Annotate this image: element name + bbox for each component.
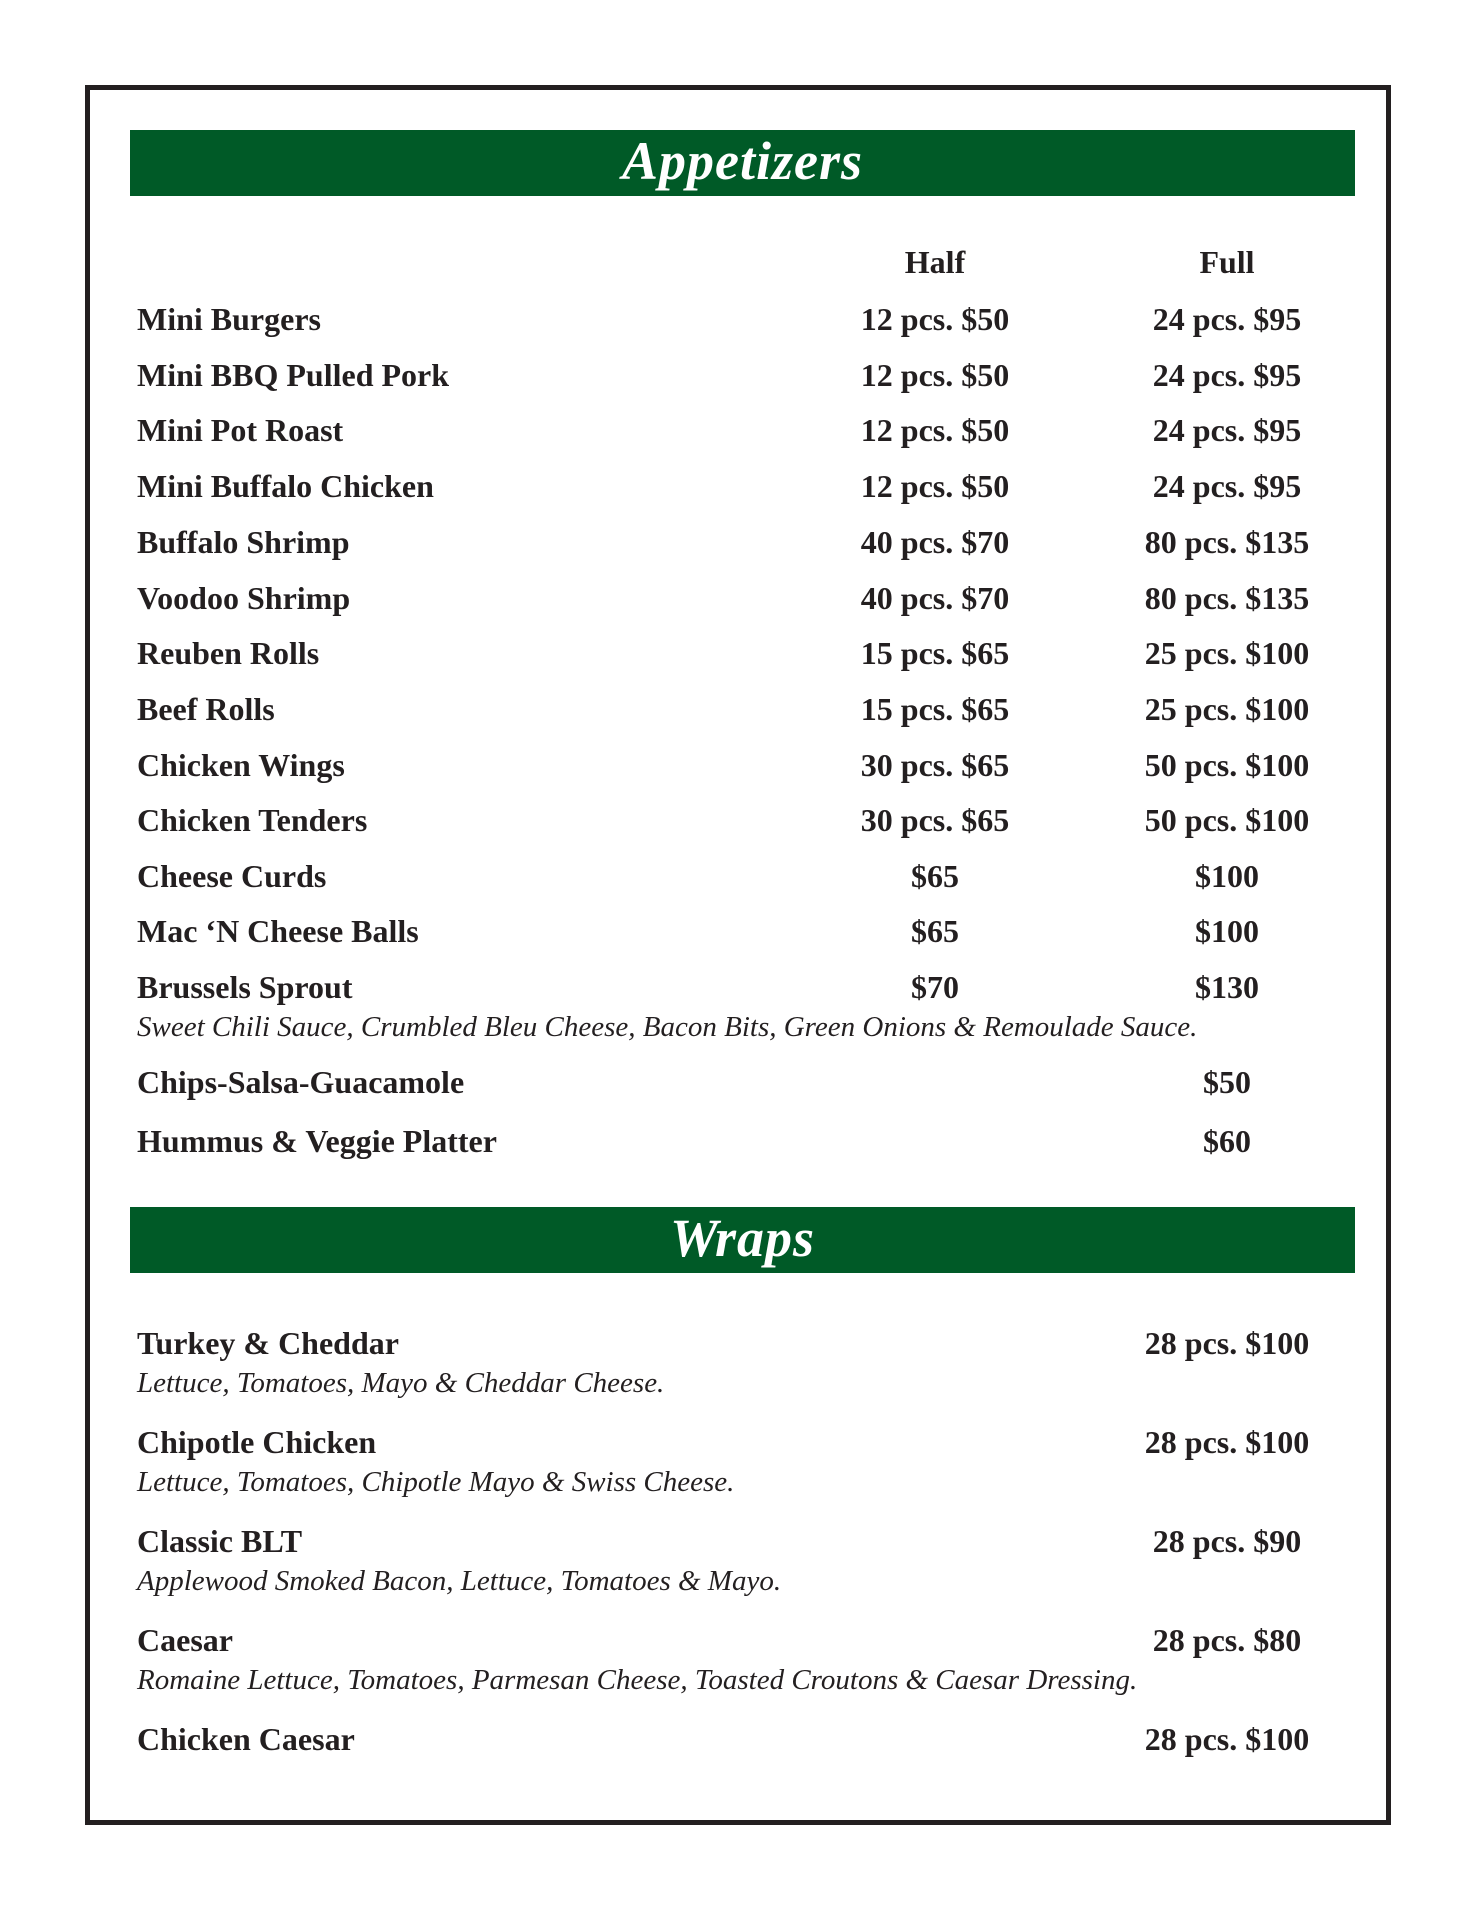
menu-item-row	[0, 800, 1484, 840]
menu-item-row	[0, 299, 1484, 339]
item-name: Chips-Salsa-Guacamole	[137, 1064, 465, 1100]
item-half-price: 12 pcs. $50	[860, 301, 1010, 337]
item-full-price: 25 pcs. $100	[1144, 635, 1310, 671]
menu-item-row	[0, 1062, 1484, 1102]
item-price: 28 pcs. $100	[1144, 1721, 1310, 1757]
item-description: Lettuce, Tomatoes, Mayo & Cheddar Cheese.	[137, 1367, 665, 1399]
item-full-price: 50 pcs. $100	[1144, 802, 1310, 838]
item-price: $50	[1203, 1064, 1251, 1100]
item-half-price: $65	[911, 913, 959, 949]
menu-item-row	[0, 689, 1484, 729]
item-name: Mini Buffalo Chicken	[137, 468, 434, 504]
item-full-price: $100	[1195, 913, 1259, 949]
item-half-price: 12 pcs. $50	[860, 468, 1010, 504]
item-price: 28 pcs. $100	[1144, 1325, 1310, 1361]
item-name: Mini Burgers	[137, 301, 321, 337]
item-name: Beef Rolls	[137, 691, 275, 727]
item-name: Mac ‘N Cheese Balls	[137, 913, 419, 949]
item-full-price: 24 pcs. $95	[1152, 412, 1302, 448]
wrap-item-row	[0, 1620, 1484, 1660]
item-full-price: $130	[1195, 969, 1259, 1005]
item-name: Hummus & Veggie Platter	[137, 1123, 497, 1159]
appetizers-column-headers	[0, 242, 1484, 282]
item-price: 28 pcs. $100	[1144, 1424, 1310, 1460]
item-full-price: $100	[1195, 858, 1259, 894]
menu-item-row	[0, 856, 1484, 896]
item-price: 28 pcs. $80	[1152, 1622, 1302, 1658]
menu-item-row	[0, 466, 1484, 506]
item-price: 28 pcs. $90	[1152, 1523, 1302, 1559]
item-half-price: 40 pcs. $70	[860, 580, 1010, 616]
item-price: $60	[1203, 1123, 1251, 1159]
item-name: Mini Pot Roast	[137, 412, 344, 448]
item-full-price: 80 pcs. $135	[1144, 580, 1310, 616]
item-description: Lettuce, Tomatoes, Chipotle Mayo & Swiss Cheese.	[137, 1466, 735, 1498]
item-name: Chicken Wings	[137, 747, 345, 783]
item-half-price: $65	[911, 858, 959, 894]
menu-item-row	[0, 911, 1484, 951]
menu-item-row	[0, 355, 1484, 395]
menu-item-row	[0, 1121, 1484, 1161]
item-full-price: 50 pcs. $100	[1144, 747, 1310, 783]
menu-item-row	[0, 410, 1484, 450]
item-name: Reuben Rolls	[137, 635, 320, 671]
wrap-item-row	[0, 1323, 1484, 1363]
menu-item-row	[0, 578, 1484, 618]
item-name: Classic BLT	[137, 1523, 303, 1559]
column-header-full: Full	[1199, 244, 1255, 280]
menu-item-row	[0, 745, 1484, 785]
item-half-price: 30 pcs. $65	[860, 747, 1010, 783]
item-half-price: 12 pcs. $50	[860, 412, 1010, 448]
item-description: Romaine Lettuce, Tomatoes, Parmesan Cheese, Toasted Croutons & Caesar Dressing.	[137, 1664, 1138, 1696]
wrap-item-row	[0, 1719, 1484, 1759]
menu-item-row	[0, 522, 1484, 562]
item-name: Chipotle Chicken	[137, 1424, 377, 1460]
item-half-price: 12 pcs. $50	[860, 357, 1010, 393]
menu-item-row	[0, 967, 1484, 1007]
item-name: Brussels Sprout	[137, 969, 353, 1005]
item-description: Applewood Smoked Bacon, Lettuce, Tomatoes & Mayo.	[137, 1565, 782, 1597]
item-full-price: 24 pcs. $95	[1152, 357, 1302, 393]
wrap-item-row	[0, 1422, 1484, 1462]
item-full-price: 24 pcs. $95	[1152, 468, 1302, 504]
item-name: Chicken Caesar	[137, 1721, 355, 1757]
item-name: Buffalo Shrimp	[137, 524, 350, 560]
wrap-item-row	[0, 1521, 1484, 1561]
item-half-price: 30 pcs. $65	[860, 802, 1010, 838]
item-half-price: 40 pcs. $70	[860, 524, 1010, 560]
wraps-banner: Wraps	[130, 1207, 1355, 1273]
item-name: Caesar	[137, 1622, 233, 1658]
item-full-price: 25 pcs. $100	[1144, 691, 1310, 727]
menu-item-row	[0, 633, 1484, 673]
appetizers-banner: Appetizers	[130, 130, 1355, 196]
item-name: Cheese Curds	[137, 858, 327, 894]
item-name: Turkey & Cheddar	[137, 1325, 399, 1361]
item-full-price: 24 pcs. $95	[1152, 301, 1302, 337]
item-name: Chicken Tenders	[137, 802, 368, 838]
item-half-price: $70	[911, 969, 959, 1005]
item-full-price: 80 pcs. $135	[1144, 524, 1310, 560]
column-header-half: Half	[904, 244, 966, 280]
item-half-price: 15 pcs. $65	[860, 691, 1010, 727]
item-name: Mini BBQ Pulled Pork	[137, 357, 450, 393]
item-name: Voodoo Shrimp	[137, 580, 351, 616]
item-description: Sweet Chili Sauce, Crumbled Bleu Cheese, Bacon Bits, Green Onions & Remoulade Sauce.	[137, 1011, 1198, 1043]
item-half-price: 15 pcs. $65	[860, 635, 1010, 671]
